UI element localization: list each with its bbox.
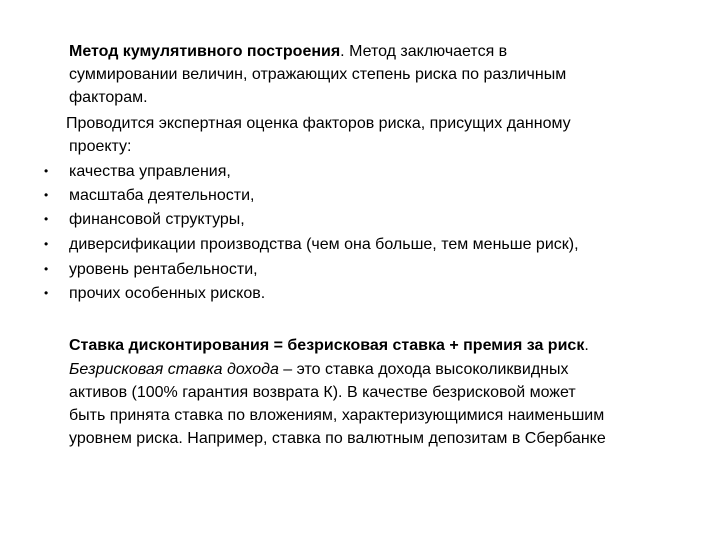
bullet-icon: • <box>44 212 49 226</box>
bullet-item: качества управления, <box>69 163 231 180</box>
bullet-icon: • <box>44 164 49 178</box>
method-desc-line-3: факторам. <box>69 89 148 106</box>
bullet-item: финансовой структуры, <box>69 211 245 228</box>
bullet-item: прочих особенных рисков. <box>69 285 266 302</box>
bullet-item: масштаба деятельности, <box>69 187 255 204</box>
discount-rate-formula <box>69 334 589 357</box>
riskfree-definition-line-2: активов (100% гарантия возврата К). В качестве безрисковой может <box>69 384 576 401</box>
bullet-item: диверсификации производства (чем она больше, тем меньше риск), <box>69 236 579 253</box>
method-desc-line-2: суммировании величин, отражающих степень риска по различным <box>69 66 567 83</box>
discount-rate-formula-end: . <box>584 337 589 354</box>
bullet-icon: • <box>44 237 49 251</box>
bullet-icon: • <box>44 262 49 276</box>
bullet-icon: • <box>44 188 49 202</box>
expert-assessment-line: Проводится экспертная оценка факторов риска, присущих данному <box>66 115 571 132</box>
method-title: Метод кумулятивного построения <box>69 43 341 60</box>
discount-rate-formula-text: Ставка дисконтирования = безрисковая ставка + премия за риск <box>69 337 585 354</box>
expert-assessment-line-2: проекту: <box>69 138 132 155</box>
method-heading-rest: . Метод заключается в <box>340 43 508 60</box>
bullet-item: уровень рентабельности, <box>69 261 258 278</box>
bullet-icon: • <box>44 286 49 300</box>
riskfree-term: Безрисковая ставка дохода <box>69 361 279 378</box>
riskfree-definition-line-1 <box>69 358 568 381</box>
riskfree-definition-rest: – это ставка дохода высоколиквидных <box>278 361 569 378</box>
riskfree-definition-line-3: быть принята ставка по вложениям, характеризующимися наименьшим <box>69 407 605 424</box>
method-heading-line <box>69 40 507 63</box>
riskfree-definition-line-4: уровнем риска. Например, ставка по валютным депозитам в Сбербанке <box>69 430 606 447</box>
